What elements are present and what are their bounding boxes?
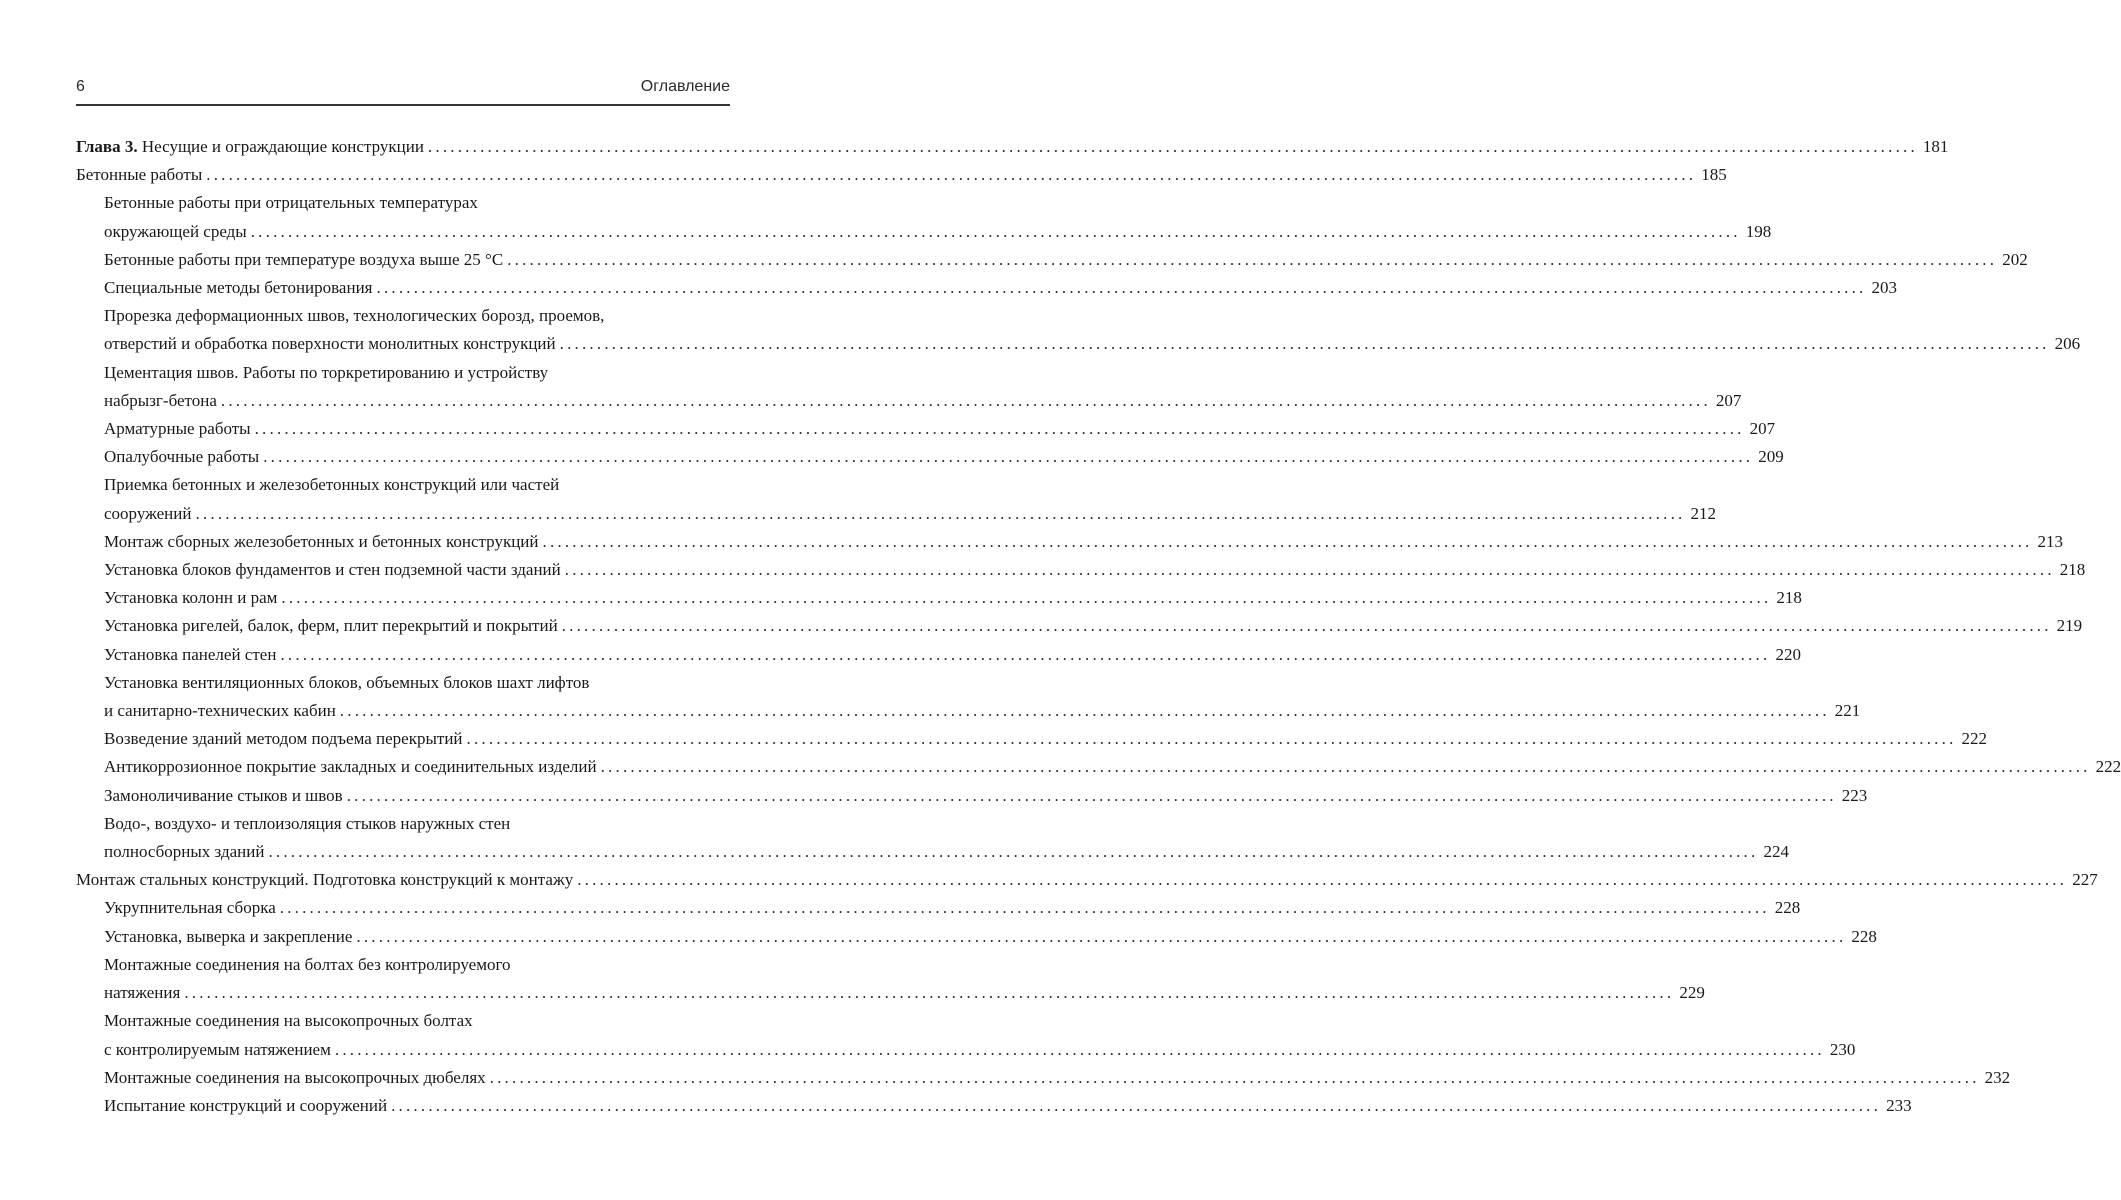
dot-leader: ........................................................................................................................................................................................................ xyxy=(339,701,1830,721)
toc-entry-row xyxy=(104,218,1772,246)
toc-entry-row xyxy=(104,443,1784,471)
toc-entry-title xyxy=(104,979,180,1007)
toc-entry-title xyxy=(104,838,264,866)
toc-entry xyxy=(76,302,2081,358)
dot-leader: ........................................................................................................................................................................................................ xyxy=(280,644,1771,664)
toc-page-number: 232 xyxy=(1984,1067,2011,1087)
dot-leader: ........................................................................................................................................................................................................ xyxy=(254,419,1745,439)
running-head-title: Оглавление xyxy=(640,78,730,95)
toc-entry-row xyxy=(76,161,1727,189)
toc-page-number: 218 xyxy=(1776,588,1802,608)
dot-leader: ........................................................................................................................................................................................................ xyxy=(600,757,2091,777)
toc-page-number: 227 xyxy=(2072,870,2098,890)
dot-leader: ........................................................................................................................................................................................................ xyxy=(268,842,1759,862)
dot-leader: ........................................................................................................................................................................................................ xyxy=(334,1039,1825,1059)
dot-leader: ........................................................................................................................................................................................................ xyxy=(559,334,2050,354)
toc-entry-row xyxy=(104,500,1716,528)
toc-entry-row xyxy=(104,725,1988,753)
toc-entry-title-line: Монтаж сборных железобетонных и бетонных конструкций xyxy=(104,531,539,551)
toc-entry-row xyxy=(104,894,1801,922)
toc-entry xyxy=(76,1007,1856,1063)
toc-entry-title xyxy=(104,415,251,443)
toc-entry-title-line: Бетонные работы при отрицательных температурах xyxy=(104,193,478,213)
toc-entry-row xyxy=(104,274,1897,302)
page-number: 6 xyxy=(76,78,85,95)
dot-leader: ........................................................................................................................................................................................................ xyxy=(250,221,1741,241)
toc-page-number: 218 xyxy=(2059,560,2086,580)
toc-entry-title-line: Установка, выверка и закрепление xyxy=(104,926,353,946)
toc-entry-row xyxy=(104,556,2086,584)
toc-page-number: 228 xyxy=(1851,926,1877,946)
toc-entry-row xyxy=(104,415,1776,443)
toc-page-number: 230 xyxy=(1829,1039,1856,1059)
dot-leader: ........................................................................................................................................................................................................ xyxy=(184,983,1675,1003)
toc-entry-title-line: Несущие и ограждающие конструкции xyxy=(141,137,424,156)
toc-entry-row xyxy=(104,923,1877,951)
dot-leader: ........................................................................................................................................................................................................ xyxy=(220,390,1711,410)
toc-entry-row xyxy=(104,1064,2011,1092)
toc-entry xyxy=(76,274,1897,302)
toc-entry-title-line: Водо-, воздухо- и теплоизоляция стыков наружных стен xyxy=(104,813,511,833)
dot-leader: ........................................................................................................................................................................................................ xyxy=(195,503,1686,523)
toc-entry xyxy=(76,866,2098,894)
toc-entry-title-line: Установка вентиляционных блоков, объемных блоков шахт лифтов xyxy=(104,672,590,692)
toc-entry xyxy=(76,669,1861,725)
toc-entry-title-line: Монтажные соединения на высокопрочных дюбелях xyxy=(104,1067,486,1087)
toc-entry-title-line: Специальные методы бетонирования xyxy=(104,278,373,298)
toc-page-number: 222 xyxy=(2095,757,2121,777)
dot-leader: ........................................................................................................................................................................................................ xyxy=(542,531,2033,551)
toc-entry-title xyxy=(104,923,352,951)
toc-entry-title-line: с контролируемым натяжением xyxy=(104,1039,331,1059)
toc-page-number: 223 xyxy=(1841,785,1868,805)
toc-entry-title xyxy=(104,246,503,274)
toc-entry-title-line: Цементация швов. Работы по торкретированию и устройству xyxy=(104,362,549,382)
toc-entry xyxy=(76,584,1802,612)
toc-entry-title xyxy=(104,641,276,669)
toc-page-number: 207 xyxy=(1749,419,1776,439)
toc-entry-row xyxy=(104,641,1801,669)
toc-page-number: 233 xyxy=(1886,1095,1912,1115)
toc-entry-title-line: Опалубочные работы xyxy=(104,447,260,467)
toc-page-number: 213 xyxy=(2037,531,2063,551)
toc-entry-title xyxy=(76,161,202,189)
toc-entry-row xyxy=(104,584,1802,612)
toc-entry-title xyxy=(104,753,597,781)
toc-entry xyxy=(76,443,1784,471)
toc-entry-row xyxy=(104,612,2083,640)
dot-leader: ........................................................................................................................................................................................................ xyxy=(489,1067,1980,1087)
toc-entry-title xyxy=(104,500,191,528)
toc-entry xyxy=(76,951,1705,1007)
toc-entry-title-line: Бетонные работы при температуре воздуха выше 25 °С xyxy=(104,249,504,269)
toc-entry-title xyxy=(104,697,336,725)
toc-entry-row xyxy=(104,782,1868,810)
toc-entry-title-line: полносборных зданий xyxy=(104,842,265,862)
toc-entry-row xyxy=(104,979,1705,1007)
toc-entry xyxy=(76,246,2028,274)
toc-entry-title xyxy=(104,387,217,415)
toc-entry xyxy=(76,1064,2011,1092)
dot-leader: ........................................................................................................................................................................................................ xyxy=(391,1095,1882,1115)
toc-entry-row xyxy=(104,1036,1856,1064)
table-of-contents xyxy=(76,133,2121,1120)
toc-entry-row xyxy=(104,1092,1912,1120)
dot-leader: ........................................................................................................................................................................................................ xyxy=(206,165,1697,185)
toc-entry xyxy=(76,415,1776,443)
toc-entry-title-line: Возведение зданий методом подъема перекрытий xyxy=(104,729,463,749)
toc-entry-title-line: Монтаж стальных конструкций. Подготовка конструкций к монтажу xyxy=(76,870,574,890)
toc-entry-title-line: отверстий и обработка поверхности монолитных конструкций xyxy=(104,334,556,354)
toc-entry xyxy=(76,810,1789,866)
toc-page-number: 207 xyxy=(1715,390,1742,410)
toc-entry-title xyxy=(104,782,343,810)
toc-entry-title-line: Монтажные соединения на болтах без контролируемого xyxy=(104,954,511,974)
toc-entry-title xyxy=(104,584,277,612)
toc-entry xyxy=(76,612,2083,640)
toc-entry-title xyxy=(104,556,561,584)
toc-entry xyxy=(76,641,1801,669)
toc-entry-title-line: Антикоррозионное покрытие закладных и соединительных изделий xyxy=(104,757,597,777)
dot-leader: ........................................................................................................................................................................................................ xyxy=(561,616,2052,636)
dot-leader: ........................................................................................................................................................................................................ xyxy=(281,588,1772,608)
dot-leader: ........................................................................................................................................................................................................ xyxy=(376,278,1867,298)
toc-entry-title-line: Установка ригелей, балок, ферм, плит перекрытий и покрытий xyxy=(104,616,558,636)
toc-entry-title xyxy=(104,443,259,471)
toc-entry-row xyxy=(104,330,2081,358)
toc-entry-title xyxy=(104,528,539,556)
dot-leader: ........................................................................................................................................................................................................ xyxy=(346,785,1837,805)
dot-leader: ........................................................................................................................................................................................................ xyxy=(507,249,1998,269)
toc-entry xyxy=(76,189,1772,245)
toc-entry-title xyxy=(104,1064,486,1092)
toc-entry xyxy=(76,359,1742,415)
toc-entry xyxy=(76,471,1716,527)
toc-entry-title-line: Установка колонн и рам xyxy=(104,588,278,608)
toc-entry-row xyxy=(76,133,1949,161)
toc-entry-title xyxy=(104,274,373,302)
toc-entry-title-line: окружающей среды xyxy=(104,221,247,241)
toc-entry-row xyxy=(104,838,1789,866)
toc-page-number: 203 xyxy=(1871,278,1897,298)
toc-entry-row xyxy=(104,697,1861,725)
toc-entry xyxy=(76,725,1988,753)
toc-entry-title xyxy=(76,133,424,161)
toc-entry-title xyxy=(104,894,276,922)
toc-entry xyxy=(76,753,2121,781)
toc-entry-title-line: Установка панелей стен xyxy=(104,644,277,664)
toc-entry xyxy=(76,528,2063,556)
toc-entry-title xyxy=(104,330,556,358)
toc-page-number: 206 xyxy=(2054,334,2081,354)
toc-entry-row xyxy=(76,866,2098,894)
toc-entry xyxy=(76,161,1727,189)
toc-entry xyxy=(76,923,1877,951)
toc-entry-row xyxy=(104,246,2028,274)
toc-page-number: 222 xyxy=(1961,729,1988,749)
toc-entry-title-line: Замоноличивание стыков и швов xyxy=(104,785,343,805)
toc-entry-title xyxy=(104,218,247,246)
toc-entry-title xyxy=(104,1036,331,1064)
toc-page-number: 220 xyxy=(1775,644,1801,664)
toc-entry-row xyxy=(104,753,2121,781)
toc-entry-row xyxy=(104,387,1742,415)
toc-page-number: 185 xyxy=(1701,165,1727,185)
toc-entry-title xyxy=(104,725,463,753)
dot-leader: ........................................................................................................................................................................................................ xyxy=(564,560,2055,580)
toc-page-number: 219 xyxy=(2056,616,2083,636)
dot-leader: ........................................................................................................................................................................................................ xyxy=(279,898,1770,918)
toc-page-number: 228 xyxy=(1774,898,1801,918)
toc-entry-title-line: Прорезка деформационных швов, технологических борозд, проемов, xyxy=(104,306,605,326)
toc-page-number: 221 xyxy=(1834,701,1861,721)
toc-entry-title-line: Установка блоков фундаментов и стен подземной части зданий xyxy=(104,560,561,580)
toc-page-number: 209 xyxy=(1758,447,1784,467)
toc-entry-title-line: натяжения xyxy=(104,983,181,1003)
toc-entry-title xyxy=(76,866,573,894)
toc-entry-title-line: Испытание конструкций и сооружений xyxy=(104,1095,388,1115)
toc-page-number: 181 xyxy=(1922,137,1949,156)
toc-entry-title-line: Приемка бетонных и железобетонных конструкций или частей xyxy=(104,475,560,495)
chapter-label: Глава 3. xyxy=(76,137,138,156)
toc-entry xyxy=(76,894,1801,922)
dot-leader: ........................................................................................................................................................................................................ xyxy=(427,137,1918,156)
toc-entry xyxy=(76,133,1949,161)
toc-entry xyxy=(76,782,1868,810)
running-head xyxy=(76,76,730,106)
dot-leader: ........................................................................................................................................................................................................ xyxy=(577,870,2068,890)
toc-entry xyxy=(76,1092,1912,1120)
toc-entry-title-line: и санитарно-технических кабин xyxy=(104,701,336,721)
toc-page-number: 224 xyxy=(1763,842,1789,862)
toc-entry-title-line: Укрупнительная сборка xyxy=(104,898,276,918)
toc-entry-title-line: Монтажные соединения на высокопрочных болтах xyxy=(104,1011,473,1031)
toc-page-number: 198 xyxy=(1745,221,1772,241)
toc-page-number: 212 xyxy=(1690,503,1716,523)
toc-entry-title-line: сооружений xyxy=(104,503,192,523)
toc-entry-title-line: набрызг-бетона xyxy=(104,390,217,410)
toc-entry-title-line: Арматурные работы xyxy=(104,419,251,439)
dot-leader: ........................................................................................................................................................................................................ xyxy=(466,729,1957,749)
dot-leader: ........................................................................................................................................................................................................ xyxy=(356,926,1847,946)
toc-page-number: 202 xyxy=(2002,249,2028,269)
dot-leader: ........................................................................................................................................................................................................ xyxy=(263,447,1754,467)
toc-entry-title xyxy=(104,612,558,640)
toc-entry-title-line: Бетонные работы xyxy=(76,165,203,185)
toc-entry xyxy=(76,556,2086,584)
toc-entry-row xyxy=(104,528,2063,556)
toc-entry-title xyxy=(104,1092,387,1120)
toc-page-number: 229 xyxy=(1679,983,1705,1003)
